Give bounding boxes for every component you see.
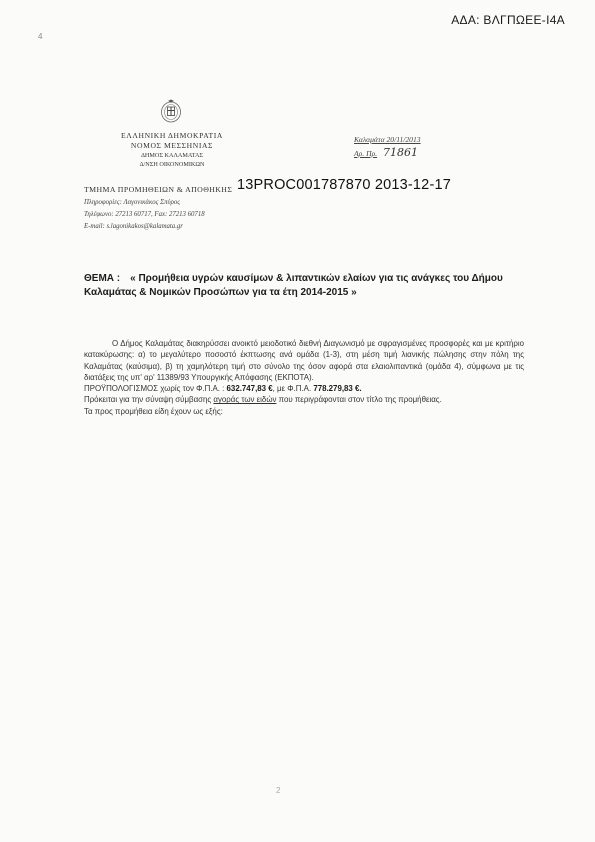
document-date: Καλαμάτα 20/11/2013 <box>354 135 421 144</box>
header-municipality: ΔΗΜΟΣ ΚΑΛΑΜΑΤΑΣ <box>140 152 204 159</box>
issuer-header <box>92 131 252 169</box>
budget-label: ΠΡΟΫΠΟΛΟΓΙΣΜΟΣ <box>84 384 159 394</box>
header-republic: ΕΛΛΗΝΙΚΗ ΔΗΜΟΚΡΑΤΙΑ <box>121 131 223 140</box>
body-paragraph-3-a: Πρόκειται για την σύναψη σύμβασης <box>84 395 212 405</box>
subject-text: « Προμήθεια υγρών καυσίμων & λιπαντικών ελαίων για τις ανάγκες του Δήμου Καλαμάτας & Νομικών Προσώπων για τα έτη 2014-2015 » <box>84 273 503 298</box>
body-paragraph-3-b: που περιγράφονται στον τίτλο της προμήθειας. <box>278 395 442 405</box>
page-mark: 4 <box>38 32 43 41</box>
header-prefecture: ΝΟΜΟΣ ΜΕΣΣΗΝΙΑΣ <box>130 141 214 150</box>
greek-emblem-icon <box>160 99 182 123</box>
ada-code: ΑΔΑ: ΒΛΓΠΩΕΕ-Ι4Α <box>451 13 565 27</box>
header-department: ΤΜΗΜΑ ΠΡΟΜΗΘΕΙΩΝ & ΑΠΟΘΗΚΗΣ <box>84 185 233 194</box>
contact-email: E-mail: s.lagonikakos@kalamata.gr <box>84 223 183 230</box>
contact-person: Πληροφορίες: Λαγονικάκος Σπύρος <box>84 199 181 206</box>
date-block <box>354 133 421 160</box>
budget-text-1: χωρίς τον Φ.Π.Α. <box>160 384 220 394</box>
document-body <box>84 338 524 417</box>
budget-text-2: με Φ.Π.Α. <box>277 384 312 394</box>
budget-with-vat: 778.279,83 €. <box>313 384 362 394</box>
contact-info <box>84 197 205 233</box>
body-paragraph-3 <box>84 394 524 405</box>
body-paragraph-3-underlined: αγοράς των ειδών <box>213 395 277 405</box>
body-paragraph-4: Τα προς προμήθεια είδη έχουν ως εξής: <box>84 406 223 416</box>
subject-label: ΘΕΜΑ : <box>84 273 121 284</box>
protocol-number: 71861 <box>383 146 419 159</box>
body-paragraph-1: Ο Δήμος Καλαμάτας διακηρύσσει ανοικτό μειοδοτικό διεθνή Διαγωνισμό με σφραγισμένες προσφορές και με κριτήριο κατακύρωσης: α) το μεγαλύτερο ποσοστό έκπτωσης ανά ομάδα (1-3), στη μέση τιμή λιανικής πώλησης στην πόλη της Καλαμάτας (καύσιμα), β) τη χαμηλότερη τιμή στο σύνολο της όσον αφορά στα ελαιολιπαντικά (ομάδα 4), σύμφωνα με τις διατάξεις της υπ' αρ' 11389/93 Υπουργικής Απόφασης (ΕΚΠΟΤΑ). <box>84 339 524 382</box>
contact-phone: Τηλέφωνο: 27213 60717, Fax: 27213 60718 <box>84 211 205 218</box>
page-number: 2 <box>276 786 281 795</box>
registry-stamp: 13PROC001787870 2013-12-17 <box>237 177 451 193</box>
budget-line: ΠΡΟΫΠΟΛΟΓΙΣΜΟΣ χωρίς τον Φ.Π.Α. : 632.747,83 €, με Φ.Π.Α. 778.279,83 €. <box>84 384 362 394</box>
header-directorate: Δ/ΝΣΗ ΟΙΚΟΝΟΜΙΚΩΝ <box>139 161 205 168</box>
subject <box>84 272 524 300</box>
budget-without-vat: 632.747,83 € <box>226 384 273 394</box>
protocol-label: Αρ. Πρ. <box>354 149 378 158</box>
